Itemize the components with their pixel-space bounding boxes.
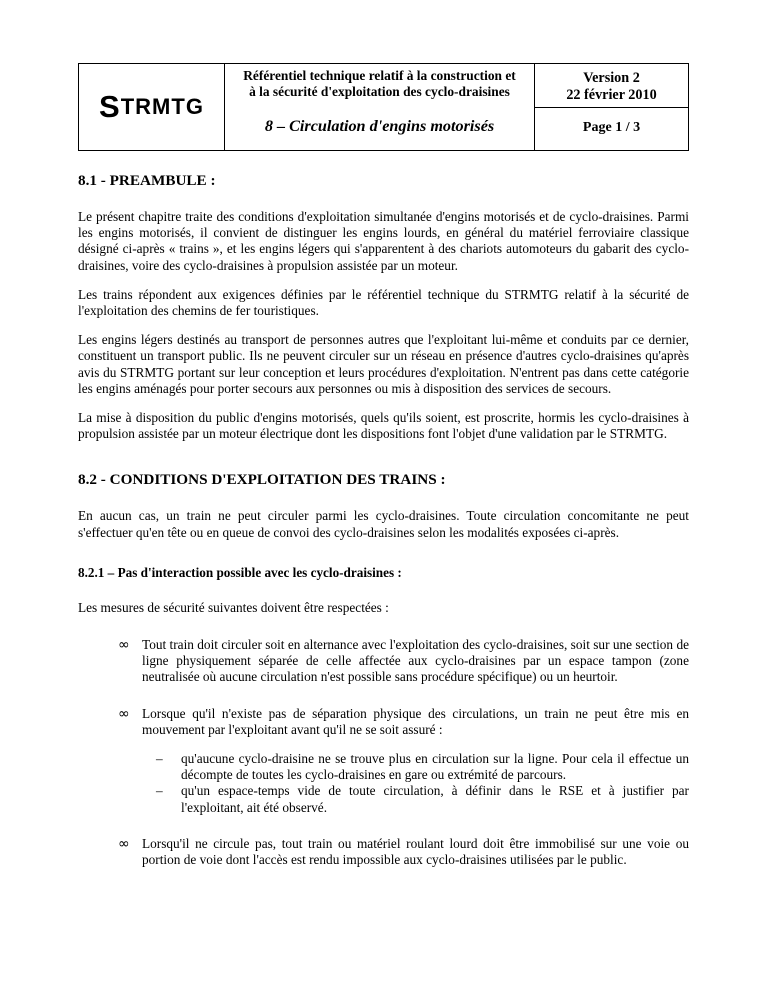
dash-list <box>142 751 689 816</box>
infinity-bullet-icon: ∞ <box>118 705 130 722</box>
chapter-title: 8 – Circulation d'engins motorisés <box>225 108 535 150</box>
version-info <box>535 64 688 108</box>
list-item: – qu'aucune cyclo-draisine ne se trouve plus en circulation sur la ligne. Pour cela il effectue un décompte de toutes les cyclo-draisines en gare ou extrémité de parcours. <box>156 751 689 783</box>
paragraph: En aucun cas, un train ne peut circuler parmi les cyclo-draisines. Toute circulation concomitante ne peut s'effectuer qu'en tête ou en queue de convoi des cyclo-draisines selon les modalités exposées ci-après. <box>78 508 689 540</box>
list-item: ∞ Lorsque qu'il n'existe pas de séparation physique des circulations, un train ne peut être mis en mouvement par l'exploitant avant qu'il ne se soit assuré : – qu'aucune cyclo-draisine ne se trouve plus en circulation sur la ligne. Pour cela il effectue un décompte de toutes les cyclo-draisines en gare ou extrémité de parcours. – qu'un espace-temps vide de toute circulation, à définir dans le RSE et à justifier par l'exploitant, ait été observé. <box>118 705 689 815</box>
strmtg-logo: S TRMTG <box>79 64 225 150</box>
infinity-bullet-icon: ∞ <box>118 835 130 852</box>
version-number: Version 2 <box>583 70 640 86</box>
subsection-heading: 8.2.1 – Pas d'interaction possible avec les cyclo-draisines : <box>78 564 402 580</box>
version-date: 22 février 2010 <box>566 87 657 103</box>
title-line-2: à la sécurité d'exploitation des cyclo-draisines <box>249 84 510 99</box>
section-heading-conditions: 8.2 - CONDITIONS D'EXPLOITATION DES TRAINS : <box>78 471 446 489</box>
document-body <box>78 172 689 868</box>
paragraph: Les mesures de sécurité suivantes doivent être respectées : <box>78 599 389 615</box>
paragraph: La mise à disposition du public d'engins motorisés, quels qu'ils soient, est proscrite, hormis les cyclo-draisines à propulsion assistée par un moteur électrique dont les dispositions font l'objet d'une validation par le STRMTG. <box>78 410 689 442</box>
list-item: ∞ Tout train doit circuler soit en alternance avec l'exploitation des cyclo-draisines, soit sur une section de ligne physiquement séparée de celle affectée aux cyclo-draisines par un espace tampon (zone neutralisée où aucune circulation n'est possible sans procédure spécifique) ou un heurtoir. <box>118 637 689 685</box>
paragraph: Le présent chapitre traite des conditions d'exploitation simultanée d'engins motorisés et de cyclo-draisines. Parmi les engins motorisés, il convient de distinguer les engins lourds, en général du matériel ferroviaire classique désigné ci-après « trains », et les engins légers qui s'apparentent à des chariots automoteurs du gabarit des cyclo-draisines, voire des cyclo-draisines à propulsion assistée par un moteur. <box>78 209 689 273</box>
section-heading-preambule: 8.1 - PREAMBULE : <box>78 172 216 189</box>
title-line-1: Référentiel technique relatif à la construction et <box>243 68 516 83</box>
list-item: – qu'un espace-temps vide de toute circulation, à définir dans le RSE et à justifier par l'exploitant, ait été observé. <box>156 783 689 815</box>
dash-bullet-icon: – <box>156 783 163 799</box>
bullet-list <box>78 637 689 868</box>
paragraph: Les trains répondent aux exigences définies par le référentiel technique du STRMTG relatif à la sécurité de l'exploitation des chemins de fer touristiques. <box>78 286 689 319</box>
page-number: Page 1 / 3 <box>582 120 641 135</box>
header-table <box>78 63 689 151</box>
document-title <box>225 64 535 108</box>
infinity-bullet-icon: ∞ <box>118 637 130 654</box>
list-item: ∞ Lorsqu'il ne circule pas, tout train ou matériel roulant lourd doit être immobilisé sur une voie ou portion de voie dont l'accès est rendu impossible aux cyclo-draisines utilisées par le public. <box>118 835 689 868</box>
dash-bullet-icon: – <box>156 751 163 767</box>
paragraph: Les engins légers destinés au transport de personnes autres que l'exploitant lui-même et conduits par ce dernier, constituent un transport public. Ils ne peuvent circuler sur un réseau en présence d'autres cyclo-draisines qu'après avis du STRMTG portant sur leur conception et leurs procédures d'exploitation. N'entrent pas dans cette catégorie les engins aménagés pour porter secours aux personnes ou mis à disposition des services de secours. <box>78 332 689 396</box>
